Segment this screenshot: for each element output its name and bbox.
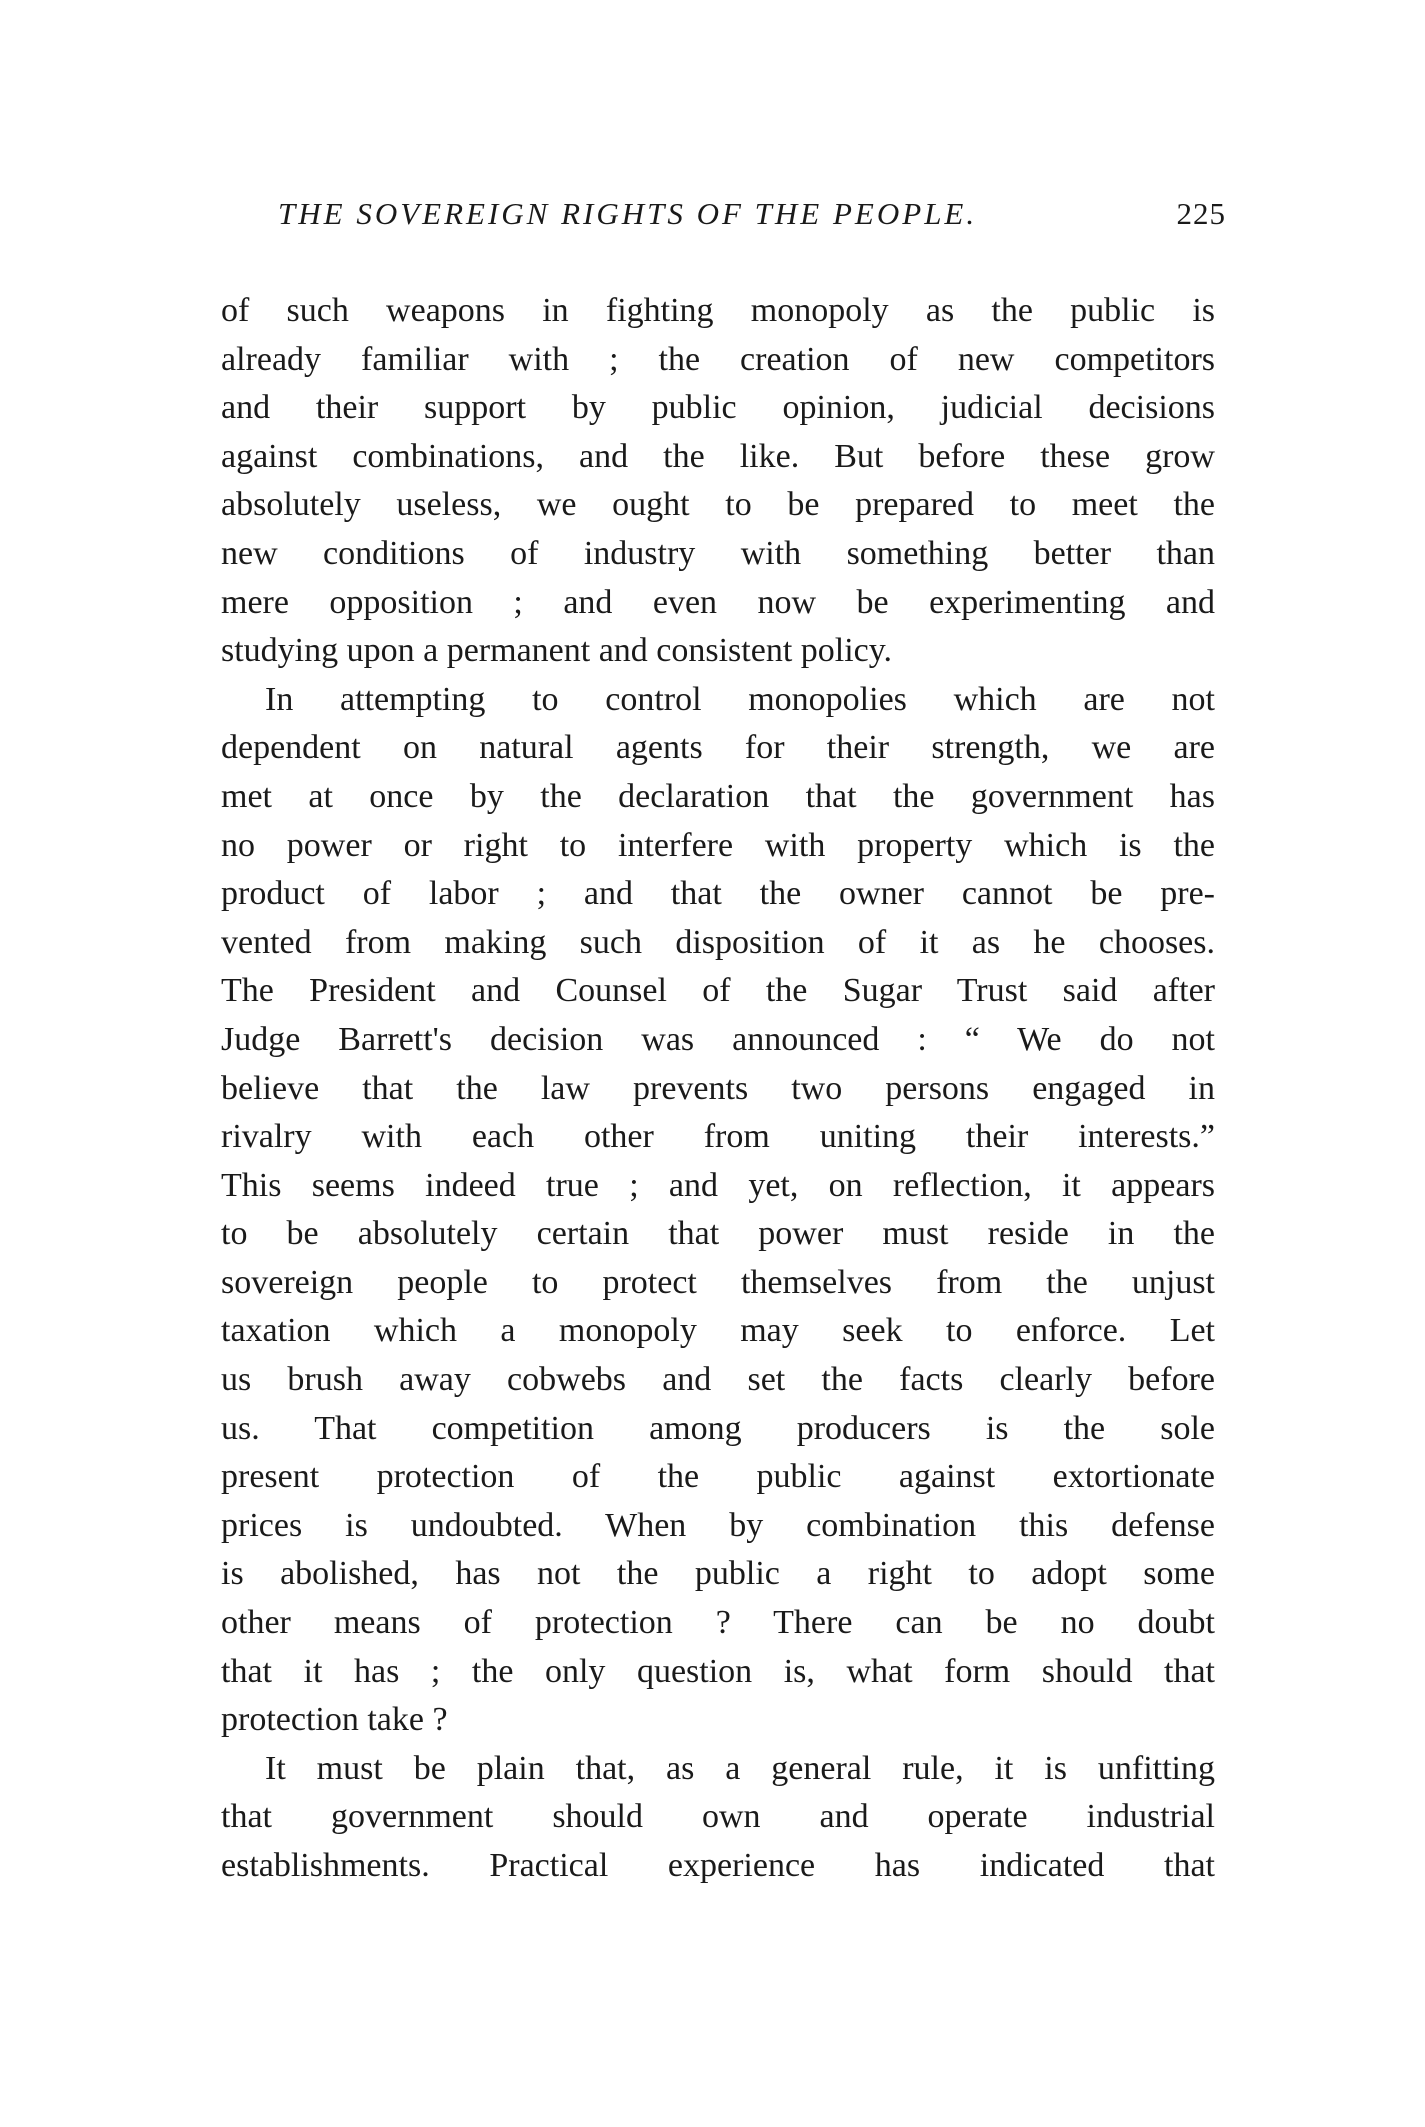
text-line: is abolished, has not the public a right to adopt some bbox=[221, 1555, 1215, 1593]
page-number: 225 bbox=[1176, 196, 1226, 231]
running-header bbox=[278, 196, 1226, 232]
text-line: The President and Counsel of the Sugar Trust said after bbox=[221, 972, 1215, 1010]
text-line: mere opposition ; and even now be experimenting and bbox=[221, 583, 1215, 621]
paragraph bbox=[221, 1745, 1215, 1891]
text-line: studying upon a permanent and consistent policy. bbox=[221, 632, 893, 670]
paragraph bbox=[221, 676, 1215, 1745]
page-body bbox=[221, 287, 1215, 1891]
running-title: THE SOVEREIGN RIGHTS OF THE PEOPLE. bbox=[278, 196, 978, 231]
text-line: protection take ? bbox=[221, 1701, 448, 1739]
text-line: rivalry with each other from uniting their interests.” bbox=[221, 1118, 1215, 1156]
text-line: met at once by the declaration that the government has bbox=[221, 777, 1215, 815]
text-line: taxation which a monopoly may seek to enforce. Let bbox=[221, 1312, 1215, 1350]
text-line: vented from making such disposition of it as he chooses. bbox=[221, 923, 1215, 961]
text-line: sovereign people to protect themselves from the unjust bbox=[221, 1263, 1215, 1301]
text-line: that government should own and operate industrial bbox=[221, 1798, 1215, 1836]
text-line: This seems indeed true ; and yet, on reflection, it appears bbox=[221, 1166, 1215, 1204]
text-line: believe that the law prevents two persons engaged in bbox=[221, 1069, 1215, 1107]
text-line: In attempting to control monopolies which are not bbox=[265, 680, 1215, 718]
text-line: new conditions of industry with something better than bbox=[221, 534, 1215, 572]
text-line: present protection of the public against extortionate bbox=[221, 1458, 1215, 1496]
text-line: to be absolutely certain that power must reside in the bbox=[221, 1215, 1215, 1253]
text-line: no power or right to interfere with property which is the bbox=[221, 826, 1215, 864]
text-line: us brush away cobwebs and set the facts clearly before bbox=[221, 1361, 1215, 1399]
text-line: establishments. Practical experience has indicated that bbox=[221, 1847, 1215, 1884]
text-line: other means of protection ? There can be no doubt bbox=[221, 1604, 1215, 1642]
text-line: us. That competition among producers is the sole bbox=[221, 1409, 1215, 1447]
text-line: prices is undoubted. When by combination this defense bbox=[221, 1506, 1215, 1544]
text-line: of such weapons in fighting monopoly as the public is bbox=[221, 292, 1215, 329]
text-line: product of labor ; and that the owner cannot be pre- bbox=[221, 875, 1215, 913]
paragraph bbox=[221, 287, 1215, 676]
text-line: It must be plain that, as a general rule, it is unfitting bbox=[265, 1749, 1215, 1787]
text-line: Judge Barrett's decision was announced : “ We do not bbox=[221, 1020, 1215, 1058]
text-line: already familiar with ; the creation of new competitors bbox=[221, 340, 1215, 378]
text-line: and their support by public opinion, judicial decisions bbox=[221, 389, 1215, 427]
text-line: dependent on natural agents for their strength, we are bbox=[221, 729, 1215, 767]
text-line: that it has ; the only question is, what form should that bbox=[221, 1652, 1215, 1690]
text-line: absolutely useless, we ought to be prepared to meet the bbox=[221, 486, 1215, 524]
text-line: against combinations, and the like. But before these grow bbox=[221, 437, 1215, 475]
